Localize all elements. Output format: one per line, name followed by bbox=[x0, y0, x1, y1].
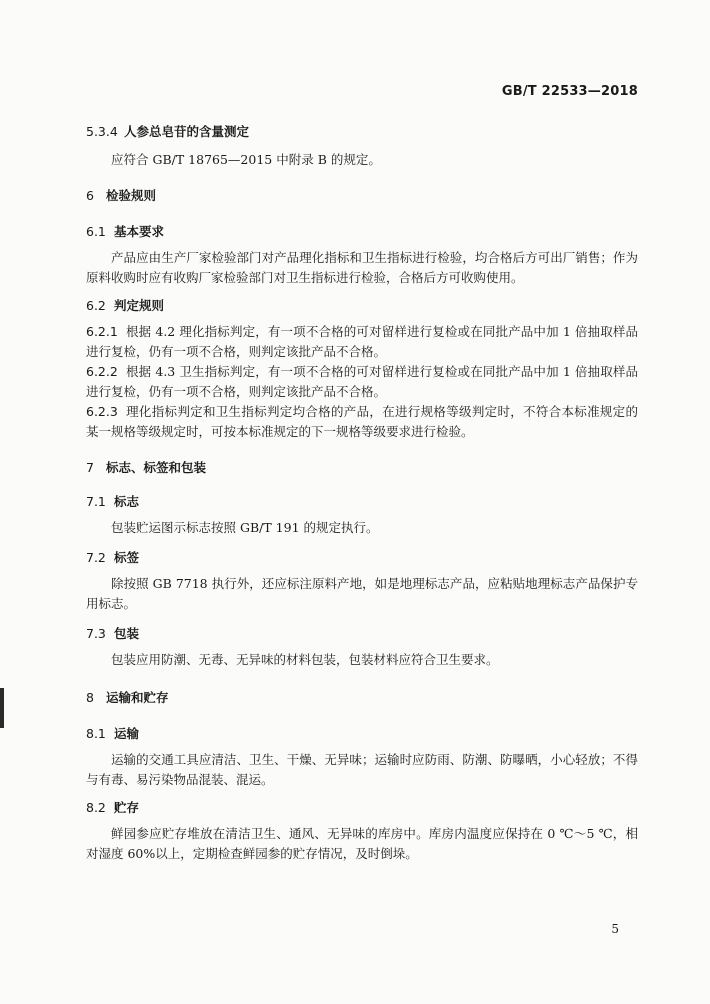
paragraph-8-2: 鲜园参应贮存堆放在清洁卫生、通风、无异味的库房中。库房内温度应保持在 0 ℃～5 ℃，相对湿度 60%以上，定期检查鲜园参的贮存情况，及时倒垛。 bbox=[86, 826, 638, 861]
heading-number: 6.2 bbox=[86, 298, 106, 313]
heading-8-1 bbox=[86, 724, 638, 742]
heading-7-3 bbox=[86, 624, 638, 642]
heading-title: 标签 bbox=[114, 550, 140, 565]
heading-6-1 bbox=[86, 222, 638, 240]
heading-number: 7.1 bbox=[86, 494, 106, 509]
heading-7-1 bbox=[86, 492, 638, 510]
heading-number: 8.2 bbox=[86, 800, 106, 815]
paragraph-6-1: 产品应由生产厂家检验部门对产品理化指标和卫生指标进行检验，均合格后方可出厂销售；作为原料收购时应有收购厂家检验部门对卫生指标进行检验，合格后方可收购使用。 bbox=[86, 250, 638, 285]
paragraph-7-1: 包装贮运图示标志按照 GB/T 191 的规定执行。 bbox=[111, 520, 379, 535]
scan-edge-mark bbox=[0, 688, 4, 728]
clause-number: 6.2.2 bbox=[86, 364, 118, 379]
heading-number: 7 bbox=[86, 460, 94, 475]
clause-number: 6.2.3 bbox=[86, 404, 118, 419]
heading-8 bbox=[86, 688, 638, 706]
heading-title: 基本要求 bbox=[114, 224, 165, 239]
heading-5-3-4 bbox=[86, 122, 638, 140]
paragraph-7-2: 除按照 GB 7718 执行外，还应标注原料产地，如是地理标志产品，应粘贴地理标志产品保护专用标志。 bbox=[86, 576, 638, 611]
clause-text: 理化指标判定和卫生指标判定均合格的产品，在进行规格等级判定时，不符合本标准规定的某一规格等级规定时，可按本标准规定的下一规格等级要求进行检验。 bbox=[86, 404, 638, 439]
heading-7-2 bbox=[86, 548, 638, 566]
clause-text: 根据 4.2 理化指标判定，有一项不合格的可对留样进行复检或在同批产品中加 1 倍抽取样品进行复检，仍有一项不合格，则判定该批产品不合格。 bbox=[86, 324, 638, 359]
paragraph-5-3-4: 应符合 GB/T 18765—2015 中附录 B 的规定。 bbox=[111, 152, 381, 167]
heading-title: 人参总皂苷的含量测定 bbox=[124, 124, 250, 139]
clause-6-2-3 bbox=[86, 402, 638, 442]
heading-number: 7.2 bbox=[86, 550, 106, 565]
heading-title: 贮存 bbox=[114, 800, 140, 815]
heading-8-2 bbox=[86, 798, 638, 816]
heading-title: 判定规则 bbox=[114, 298, 165, 313]
heading-7 bbox=[86, 458, 638, 476]
page-number: 5 bbox=[611, 922, 619, 936]
heading-6-2 bbox=[86, 296, 638, 314]
heading-title: 运输 bbox=[114, 726, 140, 741]
paragraph-8-1: 运输的交通工具应清洁、卫生、干燥、无异味；运输时应防雨、防潮、防曝晒，小心轻放；不得与有毒、易污染物品混装、混运。 bbox=[86, 752, 638, 787]
paragraph-7-3: 包装应用防潮、无毒、无异味的材料包装，包装材料应符合卫生要求。 bbox=[111, 652, 499, 667]
heading-number: 8 bbox=[86, 690, 94, 705]
heading-title: 标志、标签和包装 bbox=[106, 460, 207, 475]
heading-number: 6 bbox=[86, 188, 94, 203]
heading-title: 运输和贮存 bbox=[106, 690, 169, 705]
heading-number: 7.3 bbox=[86, 626, 106, 641]
heading-title: 包装 bbox=[114, 626, 140, 641]
heading-6 bbox=[86, 186, 638, 204]
clause-text: 根据 4.3 卫生指标判定，有一项不合格的可对留样进行复检或在同批产品中加 1 倍抽取样品进行复检，仍有一项不合格，则判定该批产品不合格。 bbox=[86, 364, 638, 399]
heading-number: 5.3.4 bbox=[86, 124, 118, 139]
clause-6-2-1 bbox=[86, 322, 638, 362]
clause-6-2-2 bbox=[86, 362, 638, 402]
heading-title: 检验规则 bbox=[106, 188, 157, 203]
heading-number: 6.1 bbox=[86, 224, 106, 239]
standard-code: GB/T 22533—2018 bbox=[501, 84, 638, 99]
clause-number: 6.2.1 bbox=[86, 324, 118, 339]
heading-title: 标志 bbox=[114, 494, 140, 509]
heading-number: 8.1 bbox=[86, 726, 106, 741]
